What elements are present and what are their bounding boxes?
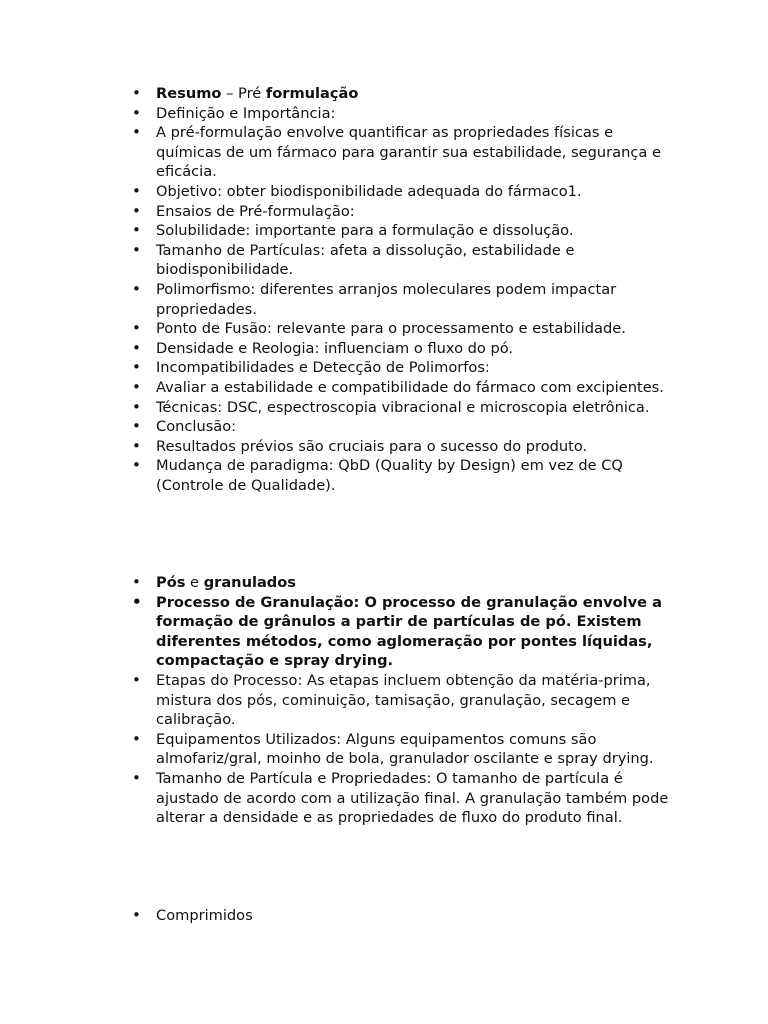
- heading-part: Pós: [156, 574, 186, 591]
- list-item: • Incompatibilidades e Detecção de Polimorfos:: [130, 358, 670, 378]
- list-item-bold: • Processo de Granulação: O processo de granulação envolve a formação de grânulos a partir de partículas de pó. Existem diferentes métodos, como aglomeração por pontes líquidas, compactação e spray drying.: [130, 593, 670, 671]
- section-pre-formulacao: [130, 84, 670, 495]
- list-item: • Solubilidade: importante para a formulação e dissolução.: [130, 221, 670, 241]
- list-item: • Avaliar a estabilidade e compatibilidade do fármaco com excipientes.: [130, 378, 670, 398]
- list-item: • Polimorfismo: diferentes arranjos moleculares podem impactar propriedades.: [130, 280, 670, 319]
- list-item: • A pré-formulação envolve quantificar as propriedades físicas e químicas de um fármaco para garantir sua estabilidade, segurança e eficácia.: [130, 123, 670, 182]
- list-item: • Tamanho de Partícula e Propriedades: O tamanho de partícula é ajustado de acordo com a utilização final. A granulação também pode alterar a densidade e as propriedades de fluxo do produto final.: [130, 769, 670, 828]
- section-heading: [130, 573, 670, 593]
- section-heading: [130, 84, 670, 104]
- list-item: • Definição e Importância:: [130, 104, 670, 124]
- list-item: • Etapas do Processo: As etapas incluem obtenção da matéria-prima, mistura dos pós, cominuição, tamisação, granulação, secagem e calibração.: [130, 671, 670, 730]
- list-item: • Ensaios de Pré-formulação:: [130, 202, 670, 222]
- heading-part: – Pré: [221, 85, 266, 102]
- list-item: • Comprimidos: [130, 906, 670, 926]
- heading-part: e: [185, 574, 204, 591]
- section-comprimidos: [130, 906, 670, 926]
- list-item: • Ponto de Fusão: relevante para o processamento e estabilidade.: [130, 319, 670, 339]
- list-item: • Tamanho de Partículas: afeta a dissolução, estabilidade e biodisponibilidade.: [130, 241, 670, 280]
- section-pos-e-granulados: [130, 573, 670, 828]
- list-item: • Densidade e Reologia: influenciam o fluxo do pó.: [130, 339, 670, 359]
- list-item: • Equipamentos Utilizados: Alguns equipamentos comuns são almofariz/gral, moinho de bola, granulador oscilante e spray drying.: [130, 730, 670, 769]
- list-item: • Conclusão:: [130, 417, 670, 437]
- list-item: • Resultados prévios são cruciais para o sucesso do produto.: [130, 437, 670, 457]
- list-item: • Mudança de paradigma: QbD (Quality by Design) em vez de CQ (Controle de Qualidade).: [130, 456, 670, 495]
- heading-part: granulados: [203, 574, 296, 591]
- heading-part: Resumo: [156, 85, 222, 102]
- list-item: • Objetivo: obter biodisponibilidade adequada do fármaco1.: [130, 182, 670, 202]
- heading-part: formulação: [265, 85, 359, 102]
- list-item: • Técnicas: DSC, espectroscopia vibracional e microscopia eletrônica.: [130, 398, 670, 418]
